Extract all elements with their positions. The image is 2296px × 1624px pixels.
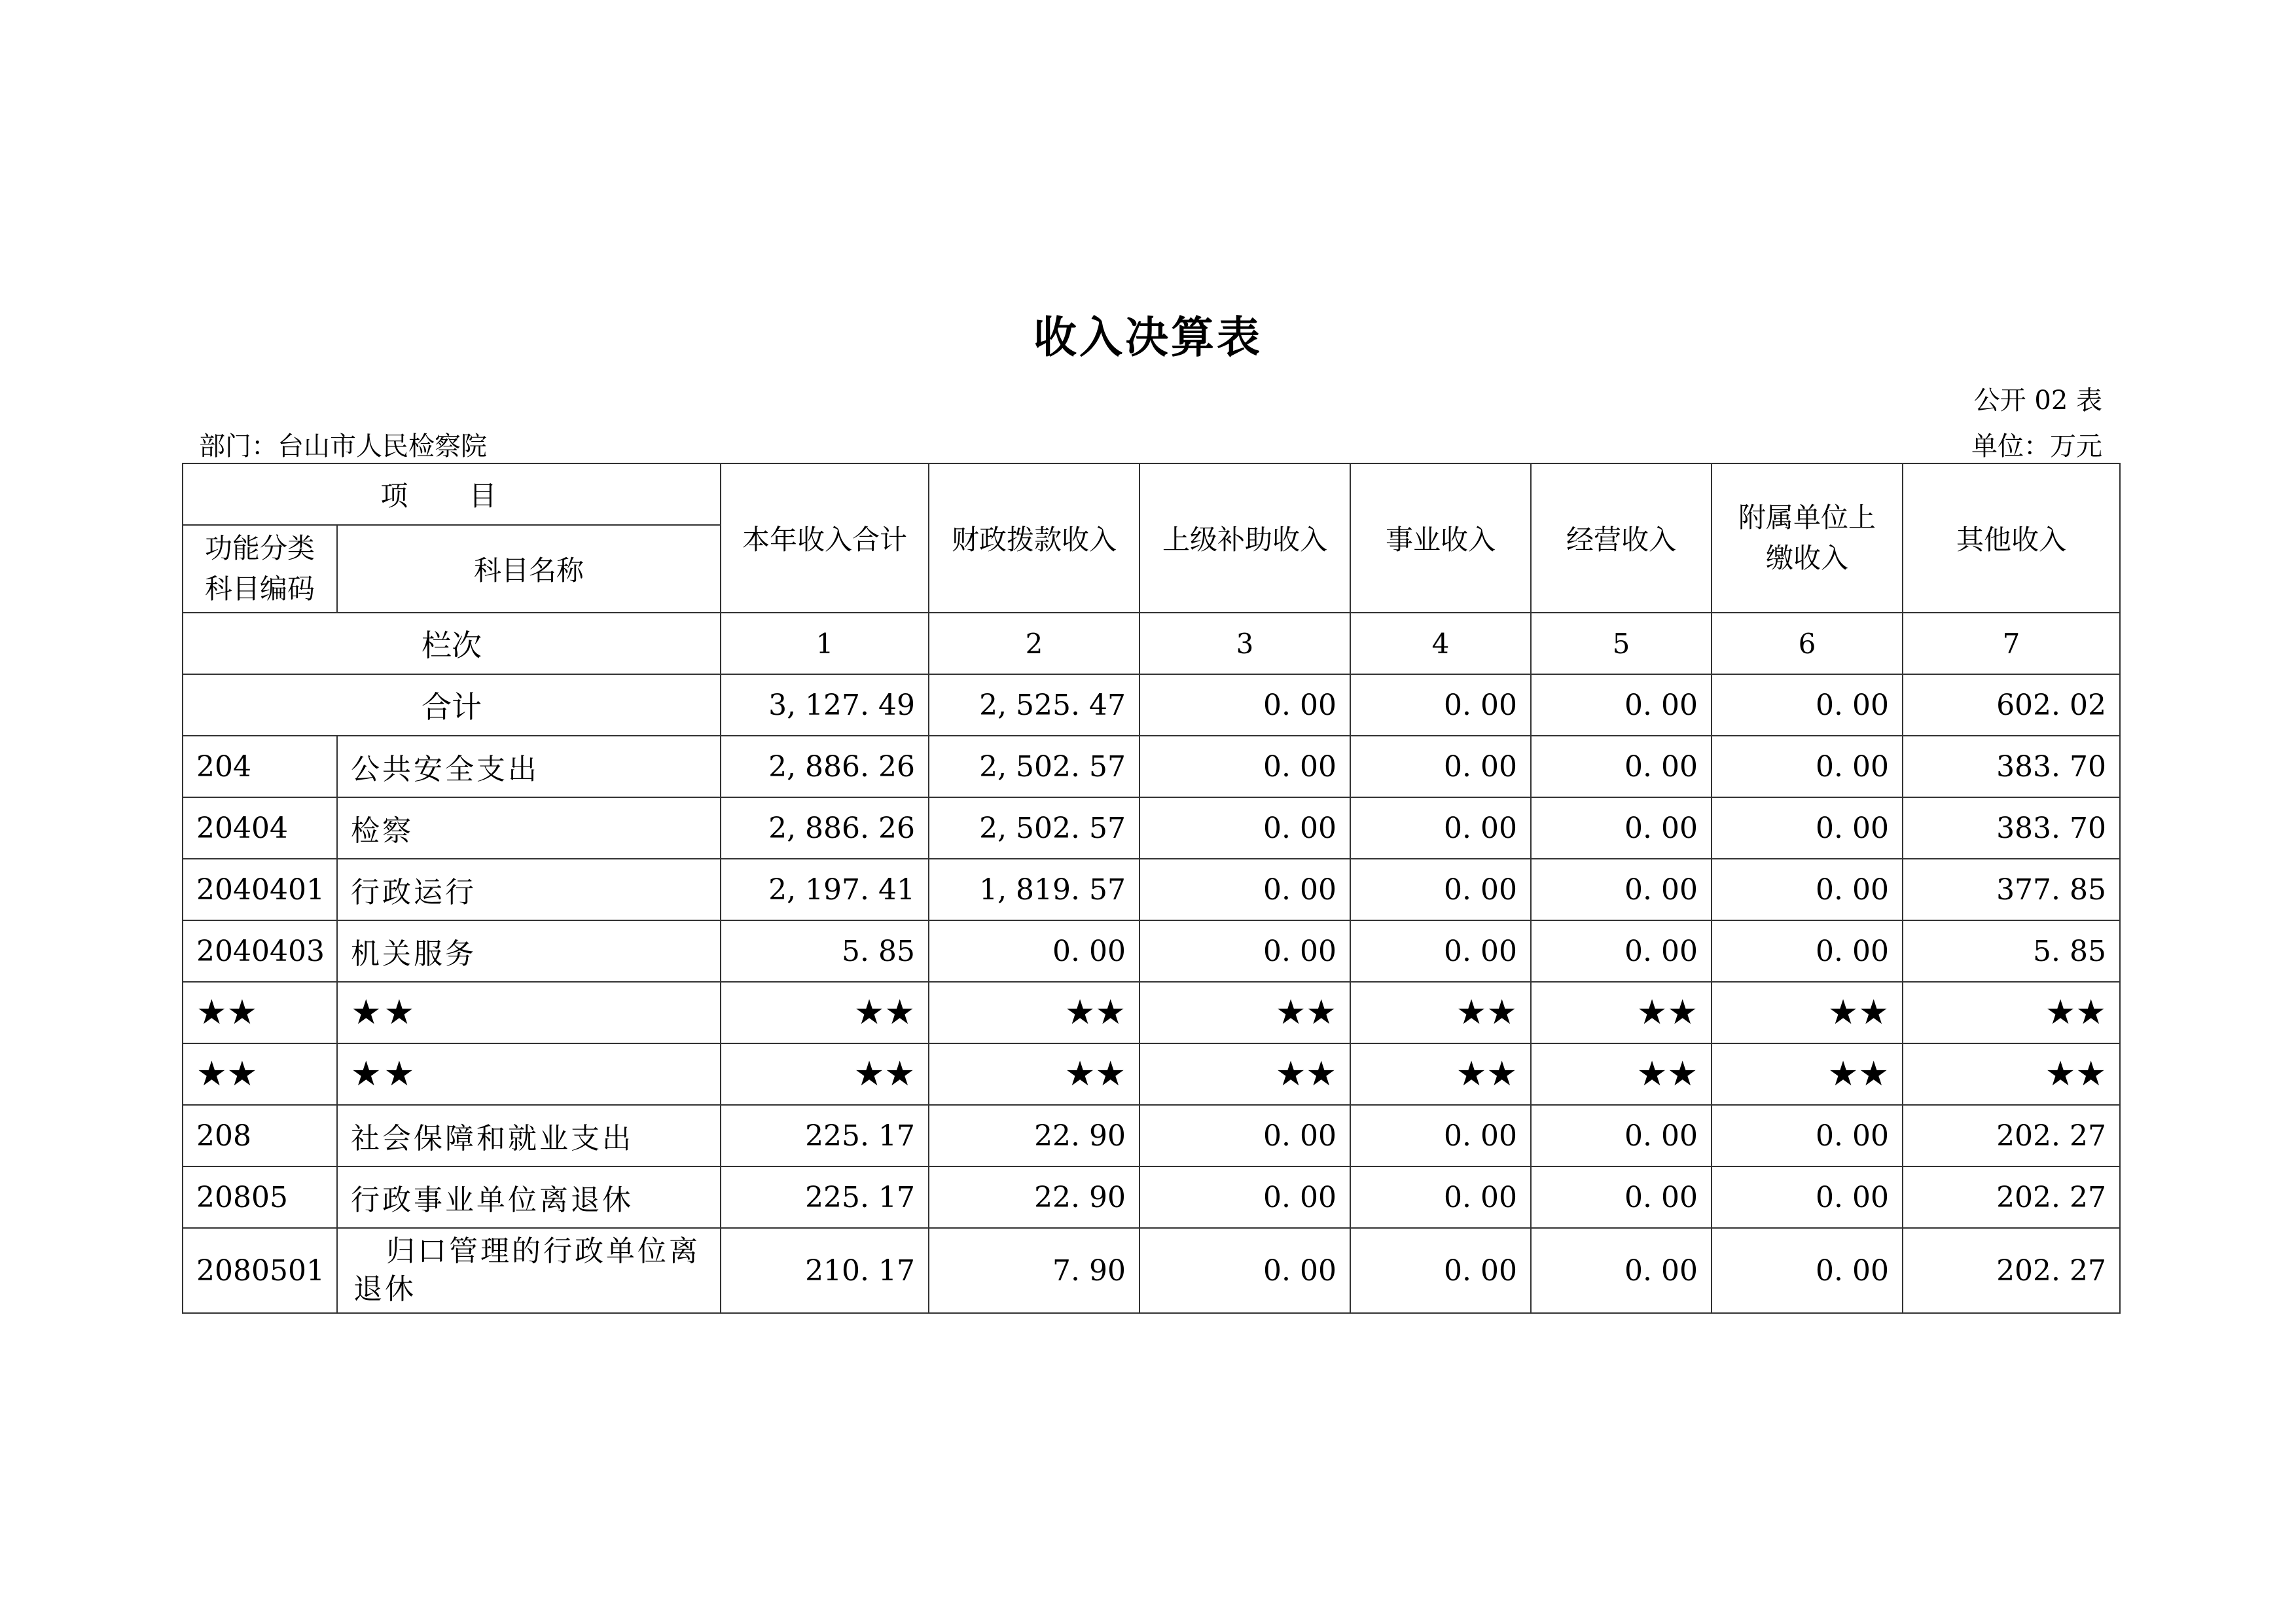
row-value: 0. 00 (1531, 859, 1712, 920)
row-code: 2040403 (183, 920, 337, 982)
col-header-3: 上级补助收入 (1139, 463, 1350, 613)
row-code: ★★ (183, 1043, 337, 1105)
row-value: 2, 886. 26 (721, 736, 929, 797)
table-row (183, 1105, 2120, 1166)
row-name: 行政运行 (337, 859, 721, 920)
col-header-6: 附属单位上缴收入 (1712, 463, 1903, 613)
row-value: 0. 00 (1139, 797, 1350, 859)
row-value: 0. 00 (1712, 736, 1903, 797)
row-value: 0. 00 (1712, 1228, 1903, 1313)
col-number: 6 (1712, 613, 1903, 674)
form-code: 公开 02 表 (1973, 386, 2102, 416)
row-value: 0. 00 (1531, 1228, 1712, 1313)
row-value: 1, 819. 57 (929, 859, 1139, 920)
row-code: 208 (183, 1105, 337, 1166)
subject-name-header: 科目名称 (337, 525, 721, 613)
total-value: 0. 00 (1531, 674, 1712, 736)
total-value: 3, 127. 49 (721, 674, 929, 736)
table-row (183, 859, 2120, 920)
row-value: 210. 17 (721, 1228, 929, 1313)
row-name: 检察 (337, 797, 721, 859)
col-header-7: 其他收入 (1903, 463, 2120, 613)
data-rows (183, 736, 2120, 1313)
row-name: 行政事业单位离退休 (337, 1166, 721, 1228)
row-value: ★★ (1139, 1043, 1350, 1105)
department-label: 部门：台山市人民检察院 (199, 431, 487, 461)
row-code: 2040401 (183, 859, 337, 920)
row-code: 204 (183, 736, 337, 797)
row-name: ★★ (337, 982, 721, 1043)
row-value: ★★ (929, 982, 1139, 1043)
total-label: 合计 (183, 674, 721, 736)
row-value: ★★ (1531, 982, 1712, 1043)
row-value: 0. 00 (1139, 920, 1350, 982)
row-code: 2080501 (183, 1228, 337, 1313)
row-value: 0. 00 (1531, 797, 1712, 859)
row-value: 0. 00 (1531, 1105, 1712, 1166)
table-row (183, 920, 2120, 982)
row-name: 社会保障和就业支出 (337, 1105, 721, 1166)
row-value: 0. 00 (1350, 1105, 1531, 1166)
total-value: 0. 00 (1350, 674, 1531, 736)
col-number: 3 (1139, 613, 1350, 674)
row-value: 7. 90 (929, 1228, 1139, 1313)
row-value: 0. 00 (929, 920, 1139, 982)
col-number: 2 (929, 613, 1139, 674)
column-number-row (183, 613, 2120, 674)
row-value: ★★ (929, 1043, 1139, 1105)
row-value: 202. 27 (1903, 1105, 2120, 1166)
masked-row (183, 1043, 2120, 1105)
row-value: 0. 00 (1350, 797, 1531, 859)
table-row (183, 736, 2120, 797)
total-value: 0. 00 (1139, 674, 1350, 736)
row-value: 0. 00 (1350, 1166, 1531, 1228)
row-value: 0. 00 (1712, 1105, 1903, 1166)
row-value: 0. 00 (1139, 1166, 1350, 1228)
total-value: 602. 02 (1903, 674, 2120, 736)
row-value: 225. 17 (721, 1105, 929, 1166)
func-code-header: 功能分类科目编码 (183, 525, 337, 613)
row-value: 2, 197. 41 (721, 859, 929, 920)
row-code: 20805 (183, 1166, 337, 1228)
col-number: 4 (1350, 613, 1531, 674)
row-name: 机关服务 (337, 920, 721, 982)
row-value: 0. 00 (1712, 797, 1903, 859)
row-value: 383. 70 (1903, 797, 2120, 859)
row-value: ★★ (1139, 982, 1350, 1043)
row-value: ★★ (1903, 1043, 2120, 1105)
row-value: ★★ (721, 982, 929, 1043)
row-value: 22. 90 (929, 1105, 1139, 1166)
total-value: 2, 525. 47 (929, 674, 1139, 736)
col-header-1: 本年收入合计 (721, 463, 929, 613)
row-value: 202. 27 (1903, 1228, 2120, 1313)
row-value: ★★ (1712, 1043, 1903, 1105)
row-value: 0. 00 (1531, 920, 1712, 982)
row-value: 0. 00 (1139, 1228, 1350, 1313)
row-value: 0. 00 (1712, 1166, 1903, 1228)
row-value: ★★ (1903, 982, 2120, 1043)
row-value: 0. 00 (1712, 859, 1903, 920)
row-value: ★★ (1350, 1043, 1531, 1105)
col-header-5: 经营收入 (1531, 463, 1712, 613)
row-value: 0. 00 (1350, 1228, 1531, 1313)
row-value: 2, 502. 57 (929, 736, 1139, 797)
row-value: 0. 00 (1139, 859, 1350, 920)
row-value: 0. 00 (1531, 736, 1712, 797)
row-value: 0. 00 (1350, 920, 1531, 982)
col-number: 5 (1531, 613, 1712, 674)
row-name: ★★ (337, 1043, 721, 1105)
row-value: 0. 00 (1350, 736, 1531, 797)
report-title: 收入决算表 (1033, 312, 1263, 363)
masked-row (183, 982, 2120, 1043)
row-value: ★★ (721, 1043, 929, 1105)
row-value: ★★ (1531, 1043, 1712, 1105)
row-value: 225. 17 (721, 1166, 929, 1228)
row-value: 383. 70 (1903, 736, 2120, 797)
project-header: 项 目 (183, 463, 721, 525)
row-code: ★★ (183, 982, 337, 1043)
row-value: 22. 90 (929, 1166, 1139, 1228)
row-name: 归口管理的行政单位离退休 (337, 1228, 721, 1313)
row-label-cell: 栏次 (183, 613, 721, 674)
table-row (183, 1166, 2120, 1228)
row-value: ★★ (1350, 982, 1531, 1043)
unit-label: 单位：万元 (1971, 431, 2102, 461)
total-row (183, 674, 2120, 736)
row-value: 0. 00 (1139, 1105, 1350, 1166)
col-header-2: 财政拨款收入 (929, 463, 1139, 613)
col-header-4: 事业收入 (1350, 463, 1531, 613)
col-number: 1 (721, 613, 929, 674)
table-row (183, 1228, 2120, 1313)
row-value: 202. 27 (1903, 1166, 2120, 1228)
total-value: 0. 00 (1712, 674, 1903, 736)
row-value: 0. 00 (1531, 1166, 1712, 1228)
row-value: 5. 85 (721, 920, 929, 982)
row-code: 20404 (183, 797, 337, 859)
row-value: 0. 00 (1139, 736, 1350, 797)
row-value: ★★ (1712, 982, 1903, 1043)
row-value: 2, 886. 26 (721, 797, 929, 859)
row-value: 377. 85 (1903, 859, 2120, 920)
row-value: 0. 00 (1350, 859, 1531, 920)
row-value: 2, 502. 57 (929, 797, 1139, 859)
col-number: 7 (1903, 613, 2120, 674)
header-row-1 (183, 463, 2120, 525)
row-value: 5. 85 (1903, 920, 2120, 982)
income-table (182, 463, 2121, 1314)
row-value: 0. 00 (1712, 920, 1903, 982)
table-row (183, 797, 2120, 859)
row-name: 公共安全支出 (337, 736, 721, 797)
